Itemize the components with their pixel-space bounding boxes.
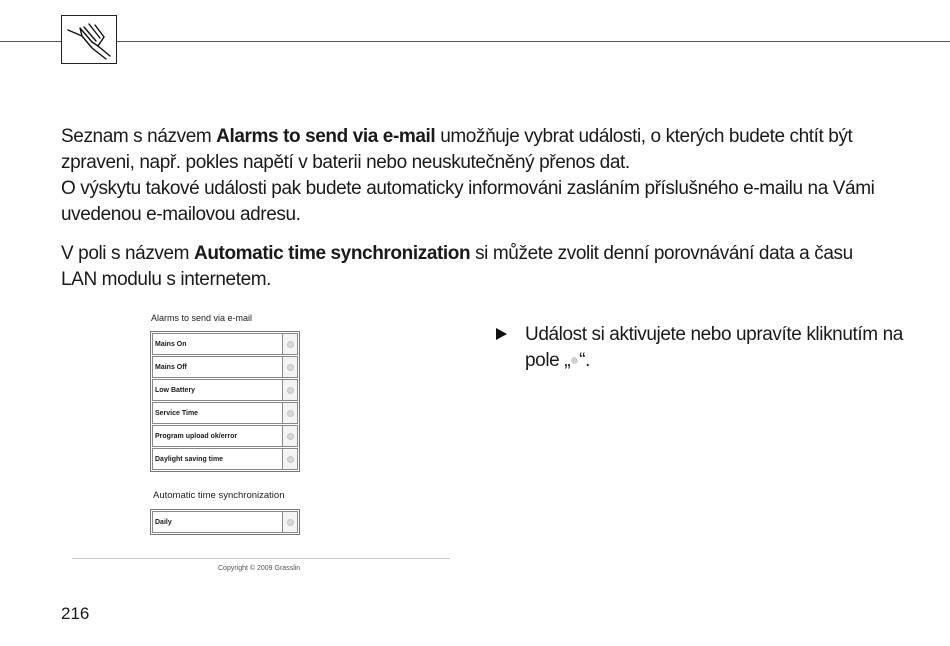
sync-table: [150, 509, 300, 535]
triangle-bullet-icon: [496, 328, 507, 340]
paragraph-alarms: [61, 124, 891, 228]
alarm-row-program-upload: [152, 425, 298, 447]
paragraph-text: O výskytu takové události pak budete automaticky informováni zasláním příslušného e-mailu na Vámi uvedenou e-mailovou adresu.: [61, 178, 875, 225]
term-sync: Automatic time synchronization: [194, 243, 471, 264]
sync-value: Daily: [153, 512, 283, 532]
note-text-after: “.: [579, 350, 590, 371]
page-number: 216: [61, 604, 90, 623]
alarms-section-title: Alarms to send via e-mail: [151, 313, 253, 323]
alarm-row-mains-off: [152, 356, 298, 378]
paragraph-text: V poli s názvem: [61, 243, 194, 264]
paragraph-sync: [61, 241, 891, 293]
alarms-table: [150, 331, 300, 472]
alarm-label: Low Battery: [153, 380, 283, 400]
toggle-dot-icon: [571, 357, 578, 364]
sync-toggle[interactable]: [283, 512, 297, 532]
alarm-label: Mains Off: [153, 357, 283, 377]
alarm-label: Mains On: [153, 334, 283, 354]
toggle-dot-icon: [287, 456, 294, 463]
alarm-label: Program upload ok/error: [153, 426, 283, 446]
screenshot-footer-rule: [72, 558, 450, 559]
alarm-label: Daylight saving time: [153, 449, 283, 469]
pointing-hand-icon: [61, 15, 117, 64]
term-alarms: Alarms to send via e-mail: [216, 126, 436, 147]
note-text: [525, 322, 905, 374]
alarm-toggle[interactable]: [283, 380, 297, 400]
alarm-row-mains-on: [152, 333, 298, 355]
alarm-row-daylight-saving: [152, 448, 298, 470]
toggle-dot-icon: [287, 341, 294, 348]
toggle-dot-icon: [287, 519, 294, 526]
paragraph-text: si můžete zvolit denní porovnávání data a času LAN modulu s internetem.: [61, 243, 853, 290]
alarm-toggle[interactable]: [283, 449, 297, 469]
alarm-toggle[interactable]: [283, 334, 297, 354]
alarm-toggle[interactable]: [283, 357, 297, 377]
alarm-label: Service Time: [153, 403, 283, 423]
toggle-dot-icon: [287, 364, 294, 371]
alarm-toggle[interactable]: [283, 403, 297, 423]
toggle-dot-icon: [287, 387, 294, 394]
alarm-row-service-time: [152, 402, 298, 424]
note-text-before: Událost si aktivujete nebo upravíte kliknutím na pole „: [525, 324, 903, 371]
copyright-text: Copyright © 2009 Grasslin: [218, 565, 301, 572]
alarm-row-low-battery: [152, 379, 298, 401]
alarm-toggle[interactable]: [283, 426, 297, 446]
paragraph-text: umožňuje vybrat události, o kterých budete chtít být zpraveni, např. pokles napětí v baterii nebo neuskutečněný přenos dat.: [61, 126, 853, 173]
paragraph-text: Seznam s názvem: [61, 126, 217, 147]
toggle-dot-icon: [287, 433, 294, 440]
sync-section-title: Automatic time synchronization: [153, 490, 285, 501]
toggle-dot-icon: [287, 410, 294, 417]
header-rule: [0, 41, 950, 42]
sync-row: [152, 511, 298, 533]
